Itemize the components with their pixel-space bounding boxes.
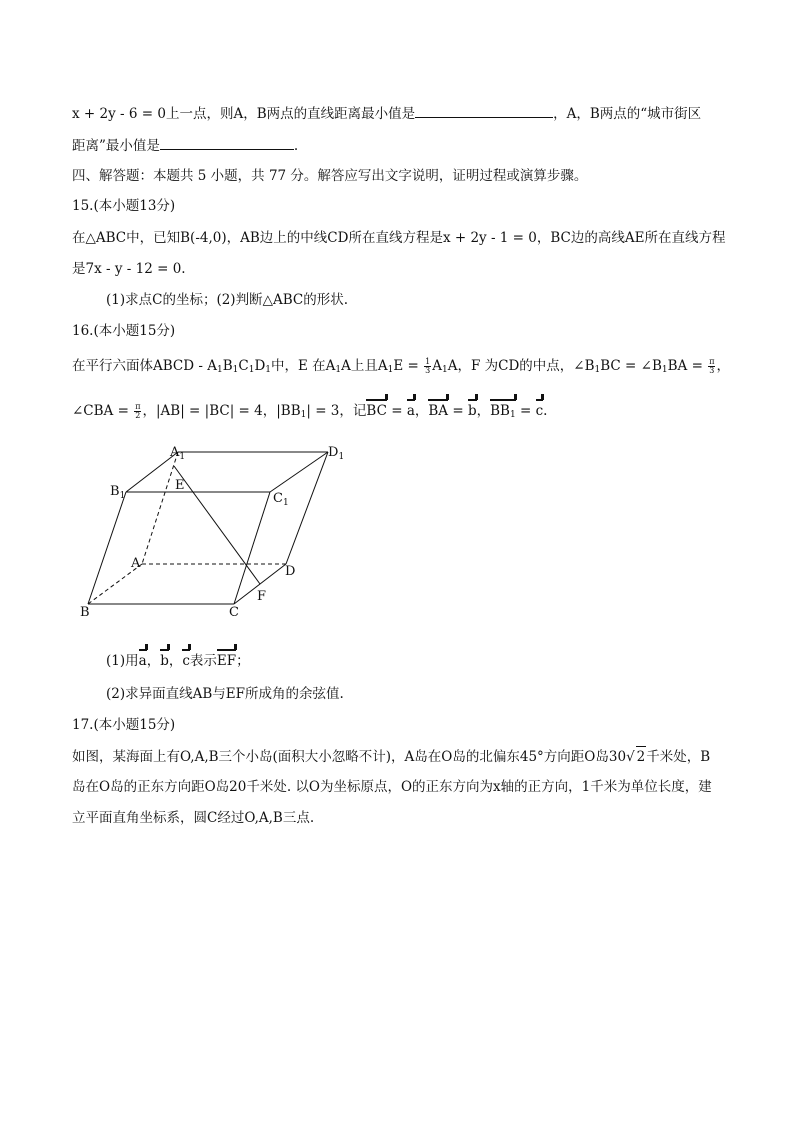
label-c1: $C_1$ — [273, 491, 289, 508]
q14-line-1 — [72, 103, 722, 124]
text: ，|AB| = |BC| = 4，|BB — [142, 403, 301, 419]
denominator: 2 — [135, 411, 141, 420]
edge-d1-d — [286, 452, 328, 564]
vector-c — [536, 398, 544, 421]
q15-subquestions: (1)求点C的坐标；(2)判断△ABC的形状. — [106, 292, 348, 308]
parallelepiped-figure — [70, 436, 370, 626]
label-b: B — [80, 605, 90, 620]
vector-label: b — [467, 403, 477, 419]
edge-b1-b — [88, 492, 126, 604]
vector-b — [160, 648, 169, 671]
subscript: 1 — [594, 365, 601, 375]
numerator: 1 — [425, 357, 431, 366]
vector-label: b — [160, 653, 169, 669]
subscript: 1 — [216, 365, 223, 375]
label-f: F — [257, 589, 267, 604]
vector-c — [182, 648, 190, 671]
answer-blank-2[interactable] — [160, 135, 294, 150]
text: ， — [168, 653, 183, 669]
numerator: π — [135, 402, 141, 411]
vector-label: EF — [216, 653, 237, 669]
text: ， — [716, 358, 730, 374]
sqrt-symbol: √ — [626, 749, 635, 765]
subscript: 1 — [441, 365, 448, 375]
vector-ba — [428, 398, 448, 421]
label-c: C — [229, 605, 239, 620]
q16-heading: 16.(本小题15分) — [72, 323, 176, 339]
text: 表示 — [189, 653, 217, 669]
section-heading: 四、解答题：本题共 5 小题，共 77 分。解答应写出文字说明，证明过程或演算步骤。 — [72, 168, 588, 184]
vector-ef — [217, 648, 236, 671]
vector-b — [468, 398, 477, 421]
text: | = 3，记 — [306, 403, 367, 419]
q16-subquestion-1 — [106, 648, 756, 671]
subscript: 1 — [335, 365, 342, 375]
q16-subquestion-2: (2)求异面直线AB与EF所成角的余弦值. — [106, 686, 344, 702]
label-b1: $B_1$ — [110, 484, 126, 501]
label-d: D — [285, 564, 296, 579]
label-a1: $A_1$ — [170, 445, 186, 462]
text: A上且A — [341, 358, 388, 374]
text: C — [238, 358, 249, 374]
numerator: π — [709, 357, 715, 366]
vector-a — [407, 398, 415, 421]
vector-label: BB — [490, 403, 510, 419]
vector-label: c — [535, 403, 544, 419]
edge-c1-d1 — [270, 452, 328, 492]
subscript: 1 — [300, 410, 307, 420]
segment-e-f — [174, 466, 260, 584]
q14-text: x + 2y - 6 = 0上一点，则A，B两点的直线距离最小值是 — [72, 106, 416, 122]
edge-a1-a — [142, 452, 178, 564]
subscript: 1 — [248, 365, 255, 375]
text: ∠CBA = — [72, 403, 134, 419]
text: A — [432, 358, 442, 374]
fraction-one-third — [424, 358, 431, 375]
text: = — [386, 403, 407, 419]
label-a: A — [131, 556, 141, 571]
text: D — [254, 358, 266, 374]
q16-line-2 — [72, 398, 722, 421]
text: = — [515, 403, 536, 419]
sqrt-radicand: 2 — [636, 746, 647, 767]
q15-line-2: 是7x - y - 12 = 0. — [72, 261, 186, 277]
vector-label: BC — [366, 403, 387, 419]
text: ， — [476, 403, 491, 419]
denominator: 3 — [425, 366, 431, 375]
vector-a — [139, 648, 147, 671]
vector-bc — [366, 398, 387, 421]
q15-line-1: 在△ABC中，已知B(-4,0)，AB边上的中线CD所在直线方程是x + 2y - 1 = 0，BC边的高线AE所在直线方程 — [72, 230, 726, 246]
label-d1: $D_1$ — [328, 445, 345, 462]
q14-text: ，A，B两点的“城市街区 — [553, 106, 702, 122]
q14-text: 距离”最小值是 — [72, 138, 160, 154]
vector-label: c — [182, 653, 190, 669]
subscript: 1 — [509, 410, 516, 420]
subscript: 1 — [387, 365, 394, 375]
q16-line-1 — [72, 356, 730, 376]
text: . — [543, 403, 548, 419]
label-e: E — [175, 478, 185, 493]
text: A，F 为CD的中点，∠B — [447, 358, 595, 374]
fraction-pi-over-3 — [708, 358, 715, 375]
vector-label: BA — [428, 403, 449, 419]
q17-line-3: 立平面直角坐标系，圆C经过O,A,B三点. — [72, 810, 315, 826]
text: = — [448, 403, 468, 419]
q17-heading: 17.(本小题15分) — [72, 717, 176, 733]
text: BC = ∠B — [600, 358, 662, 374]
text: ， — [414, 403, 429, 419]
denominator: 3 — [709, 366, 715, 375]
text: ； — [236, 653, 250, 669]
subscript: 1 — [265, 365, 271, 375]
text: 中，E 在A — [271, 358, 336, 374]
q15-heading: 15.(本小题13分) — [72, 198, 176, 214]
text: 千米处，B — [646, 749, 711, 765]
vector-label: a — [406, 403, 415, 419]
text: BA = — [667, 358, 708, 374]
answer-blank-1[interactable] — [415, 103, 553, 118]
edge-c1-c — [234, 492, 270, 604]
text: 在平行六面体ABCD - A — [72, 358, 217, 374]
q17-line-2: 岛在O岛的正东方向距O岛20千米处. 以O为坐标原点，O的正东方向为x轴的正方向，1千米为单位长度，建 — [72, 779, 712, 795]
q17-line-1 — [72, 746, 722, 767]
text: B — [222, 358, 233, 374]
subscript: 1 — [232, 365, 239, 375]
text: 如图，某海面上有O,A,B三个小岛(面积大小忽略不计)，A岛在O岛的北偏东45°方向距O岛30 — [72, 749, 627, 765]
vector-bb1 — [490, 398, 516, 421]
fraction-pi-over-2 — [134, 403, 141, 420]
subscript: 1 — [661, 365, 668, 375]
q14-line-2 — [72, 135, 722, 156]
text: ， — [146, 653, 161, 669]
text: (1)用 — [106, 653, 139, 669]
text: E = — [393, 358, 424, 374]
q14-text: . — [293, 138, 299, 154]
vector-label: a — [138, 653, 147, 669]
